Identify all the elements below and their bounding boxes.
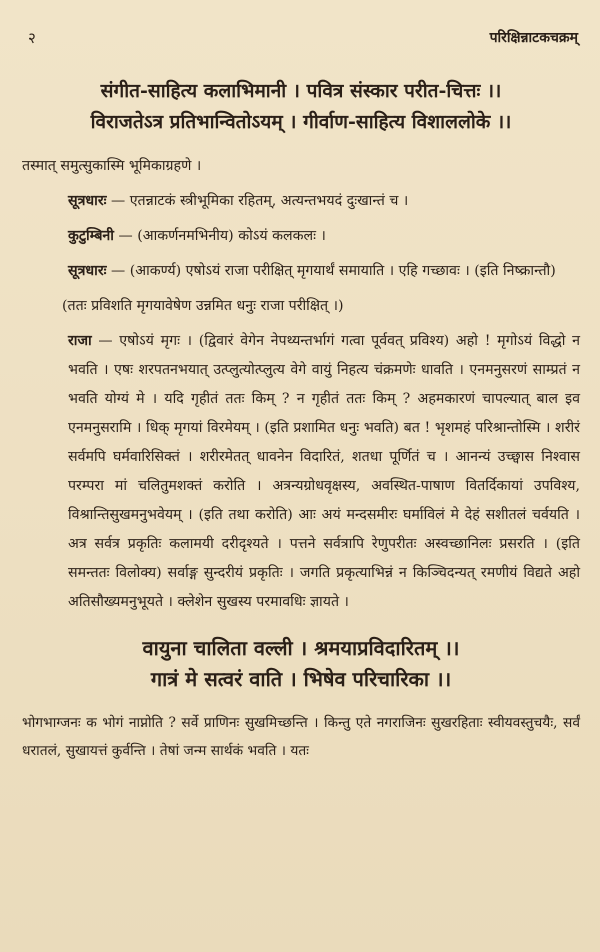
speaker-name: सूत्रधारः xyxy=(68,193,107,209)
dialogue-body xyxy=(22,152,580,617)
verse-line: गात्रं मे सत्वरं वाति । भिषेव परिचारिका ।। xyxy=(150,667,452,691)
opening-verse xyxy=(22,76,580,138)
dialogue-line xyxy=(22,187,580,216)
verse-line: वायुना चालिता वल्ली । श्रमयाप्रविदारितम् ।। xyxy=(142,636,460,660)
closing-paragraph: भोगभाग्जनः क भोगं नाप्नोति ? सर्वे प्राणिनः सुखमिच्छन्ति । किन्तु एते नगराजिनः सुखरहिताः स्वीयवस्तुचयैः, सर्वं धरातलं, सुखायत्तं कुर्वन्ति । तेषां जन्म सार्थकं भवति । यतः xyxy=(22,715,580,759)
intro-line: तस्मात् समुत्सुकास्मि भूमिकाग्रहणे । xyxy=(22,158,202,174)
dialogue-text: — (आकर्णनमभिनीय) कोऽयं कलकलः । xyxy=(113,228,326,244)
speaker-name: सूत्रधारः xyxy=(68,263,107,279)
stage-direction: (ततः प्रविशति मृगयावेषेण उन्नमित धनुः राजा परीक्षित् ।) xyxy=(62,298,344,314)
dialogue-text: — (आकर्ण्य) एषोऽयं राजा परीक्षित् मृगयार्थं समायाति । एहि गच्छावः । (इति निष्क्रान्तौ) xyxy=(106,263,556,279)
dialogue-text: — एतन्नाटकं स्त्रीभूमिका रहितम्, अत्यन्तभयदं दुःखान्तं च । xyxy=(106,193,409,209)
verse-line: विराजतेऽत्र प्रतिभान्वितोऽयम् । गीर्वाण-साहित्य विशाललोके ।। xyxy=(90,111,512,133)
dialogue-line xyxy=(22,222,580,251)
dialogue-line xyxy=(22,327,580,617)
speaker-name: राजा xyxy=(68,333,92,349)
page-number: २ xyxy=(28,29,36,47)
closing-verse xyxy=(22,633,580,695)
speaker-name: कुटुम्बिनी xyxy=(68,228,114,244)
dialogue-text: — एषोऽयं मृगः । (द्विवारं वेगेन नेपथ्यन्तर्भागं गत्वा पूर्ववत् प्रविश्य) अहो ! मृगोऽयं विद्धो न भवति । एषः शरपतनभयात् उत्प्लुत्योत्प्लुत्य वेगे वायुं निहत्य चंक्रमणेः धावति । एनमनुसरणं साम्प्रतं न भवति योग्यं मे । यदि गृहीतं ततः किम् ? न गृहीतं ततः किम् ? अहमकारणं चापल्यात् बाल इव एनमनुसरामि । धिक् मृगयां विरमेयम् । (इति प्रशामित धनुः भवति) बत ! भृशमहं परिश्रान्तोस्मि । शरीरं सर्वमपि घर्मवारिसिक्तं । शरीरमेतत् धावनेन विदारितं, शतधा पूर्णितं च । आनन्यं उच्छ्वास निश्वास परम्परा मां चलितुमशक्तं करोति । अत्रन्यग्रोधवृक्षस्य, अवस्थित-पाषाण वितर्दिकायां उपविश्य, विश्रान्तिसुखमनुभवेयम् । (इति तथा करोति) आः अयं मन्दसमीरः घर्माविलं मे देहं सशीतलं चर्वयति । अत्र सर्वत्र प्रकृतिः कलामयी दरीदृश्यते । पत्तने सर्वत्रापि रेणुपरीतः अस्वच्छानिलः प्रसरति । (इति समन्ततः विलोक्य) सर्वाङ्ग सुन्दरीयं प्रकृतिः । जगति प्रकृत्याभिन्नं न किञ्चिदन्यत् रमणीयं विद्यते अहो अतिसौख्यमनुभूयते । क्लेशेन सुखस्य परमावधिः ज्ञायते । xyxy=(68,333,580,610)
verse-line: संगीत-साहित्य कलाभिमानी । पवित्र संस्कार परीत-चित्तः ।। xyxy=(100,80,502,102)
running-title: परिक्षिन्नाटकचक्रम् xyxy=(489,30,578,46)
dialogue-line xyxy=(22,257,580,286)
page-header xyxy=(22,28,580,54)
